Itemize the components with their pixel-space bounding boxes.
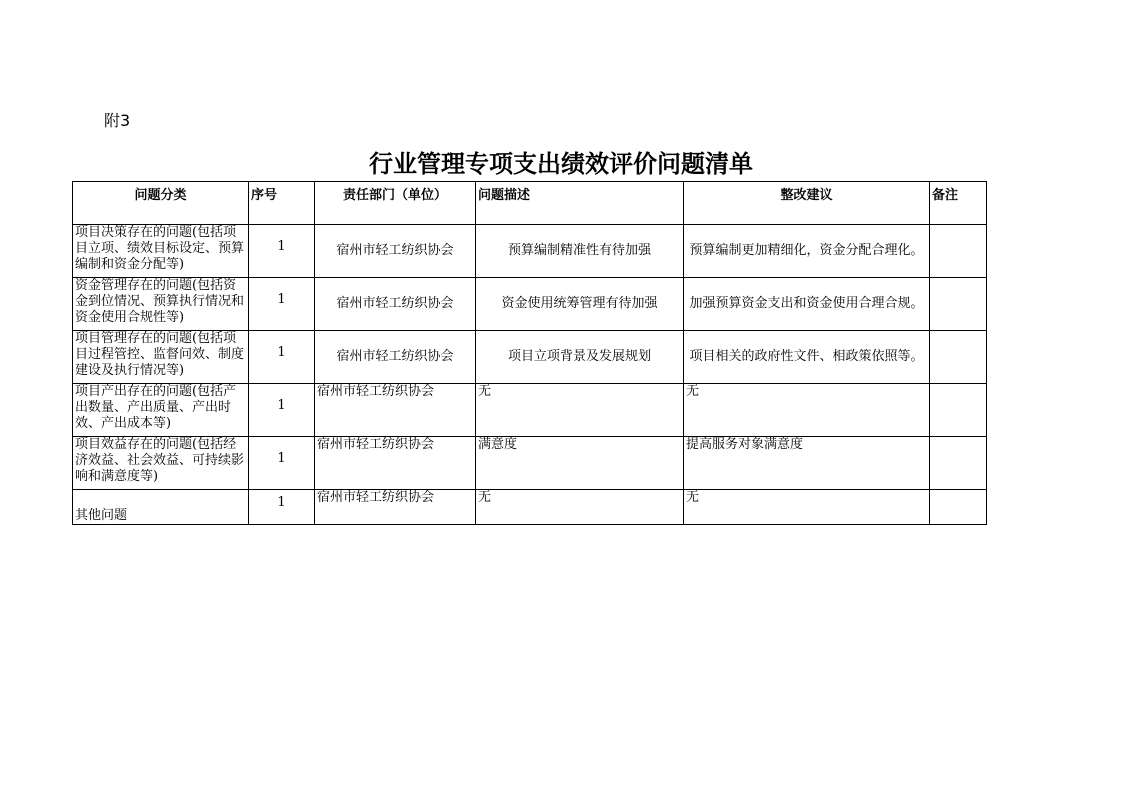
cell-category: 其他问题 — [73, 490, 249, 525]
document-title: 行业管理专项支出绩效评价问题清单 — [369, 149, 753, 178]
header-seq: 序号 — [249, 182, 315, 225]
cell-note — [930, 384, 987, 437]
header-suggestion: 整改建议 — [684, 182, 930, 225]
cell-desc: 项目立项背景及发展规划 — [476, 331, 684, 384]
cell-desc: 资金使用统筹管理有待加强 — [476, 278, 684, 331]
cell-note — [930, 490, 987, 525]
table-row — [73, 225, 987, 278]
cell-seq — [249, 225, 315, 278]
cell-seq — [249, 331, 315, 384]
cell-category: 资金管理存在的问题(包括资金到位情况、预算执行情况和资金使用合规性等) — [73, 278, 249, 331]
cell-seq-text: 1 — [277, 239, 286, 254]
cell-seq — [249, 437, 315, 490]
cell-dept: 宿州市轻工纺织协会 — [315, 437, 476, 490]
header-dept: 责任部门（单位） — [315, 182, 476, 225]
cell-category: 项目管理存在的问题(包括项目过程管控、监督问效、制度建设及执行情况等) — [73, 331, 249, 384]
cell-seq-text: 1 — [277, 451, 286, 466]
cell-suggestion: 无 — [684, 384, 930, 437]
issues-table — [72, 181, 987, 525]
cell-note — [930, 225, 987, 278]
cell-suggestion: 提高服务对象满意度 — [684, 437, 930, 490]
cell-suggestion: 加强预算资金支出和资金使用合理合规。 — [684, 278, 930, 331]
cell-dept: 宿州市轻工纺织协会 — [315, 225, 476, 278]
cell-suggestion: 无 — [684, 490, 930, 525]
annex-label: 附3 — [104, 111, 131, 130]
cell-seq — [249, 384, 315, 437]
cell-suggestion: 预算编制更加精细化，资金分配合理化。 — [684, 225, 930, 278]
cell-dept: 宿州市轻工纺织协会 — [315, 490, 476, 525]
cell-seq-text: 1 — [277, 345, 286, 360]
cell-category: 项目产出存在的问题(包括产出数量、产出质量、产出时效、产出成本等) — [73, 384, 249, 437]
header-desc: 问题描述 — [476, 182, 684, 225]
cell-seq — [249, 490, 315, 525]
cell-dept: 宿州市轻工纺织协会 — [315, 278, 476, 331]
cell-note — [930, 331, 987, 384]
table-row — [73, 437, 987, 490]
header-category: 问题分类 — [73, 182, 249, 225]
table-row — [73, 331, 987, 384]
cell-seq-text: 1 — [277, 292, 286, 307]
cell-desc: 满意度 — [476, 437, 684, 490]
table-row — [73, 384, 987, 437]
cell-desc: 预算编制精准性有待加强 — [476, 225, 684, 278]
cell-desc: 无 — [476, 384, 684, 437]
table-header-row — [73, 182, 987, 225]
cell-category: 项目效益存在的问题(包括经济效益、社会效益、可持续影响和满意度等) — [73, 437, 249, 490]
table-row — [73, 490, 987, 525]
cell-seq-text: 1 — [277, 398, 286, 413]
cell-seq-text: 1 — [277, 495, 286, 510]
cell-category: 项目决策存在的问题(包括项目立项、绩效目标设定、预算编制和资金分配等) — [73, 225, 249, 278]
cell-suggestion: 项目相关的政府性文件、相政策依照等。 — [684, 331, 930, 384]
cell-note — [930, 278, 987, 331]
cell-dept: 宿州市轻工纺织协会 — [315, 384, 476, 437]
cell-desc: 无 — [476, 490, 684, 525]
cell-dept: 宿州市轻工纺织协会 — [315, 331, 476, 384]
cell-note — [930, 437, 987, 490]
header-note: 备注 — [930, 182, 987, 225]
table-row — [73, 278, 987, 331]
cell-seq — [249, 278, 315, 331]
